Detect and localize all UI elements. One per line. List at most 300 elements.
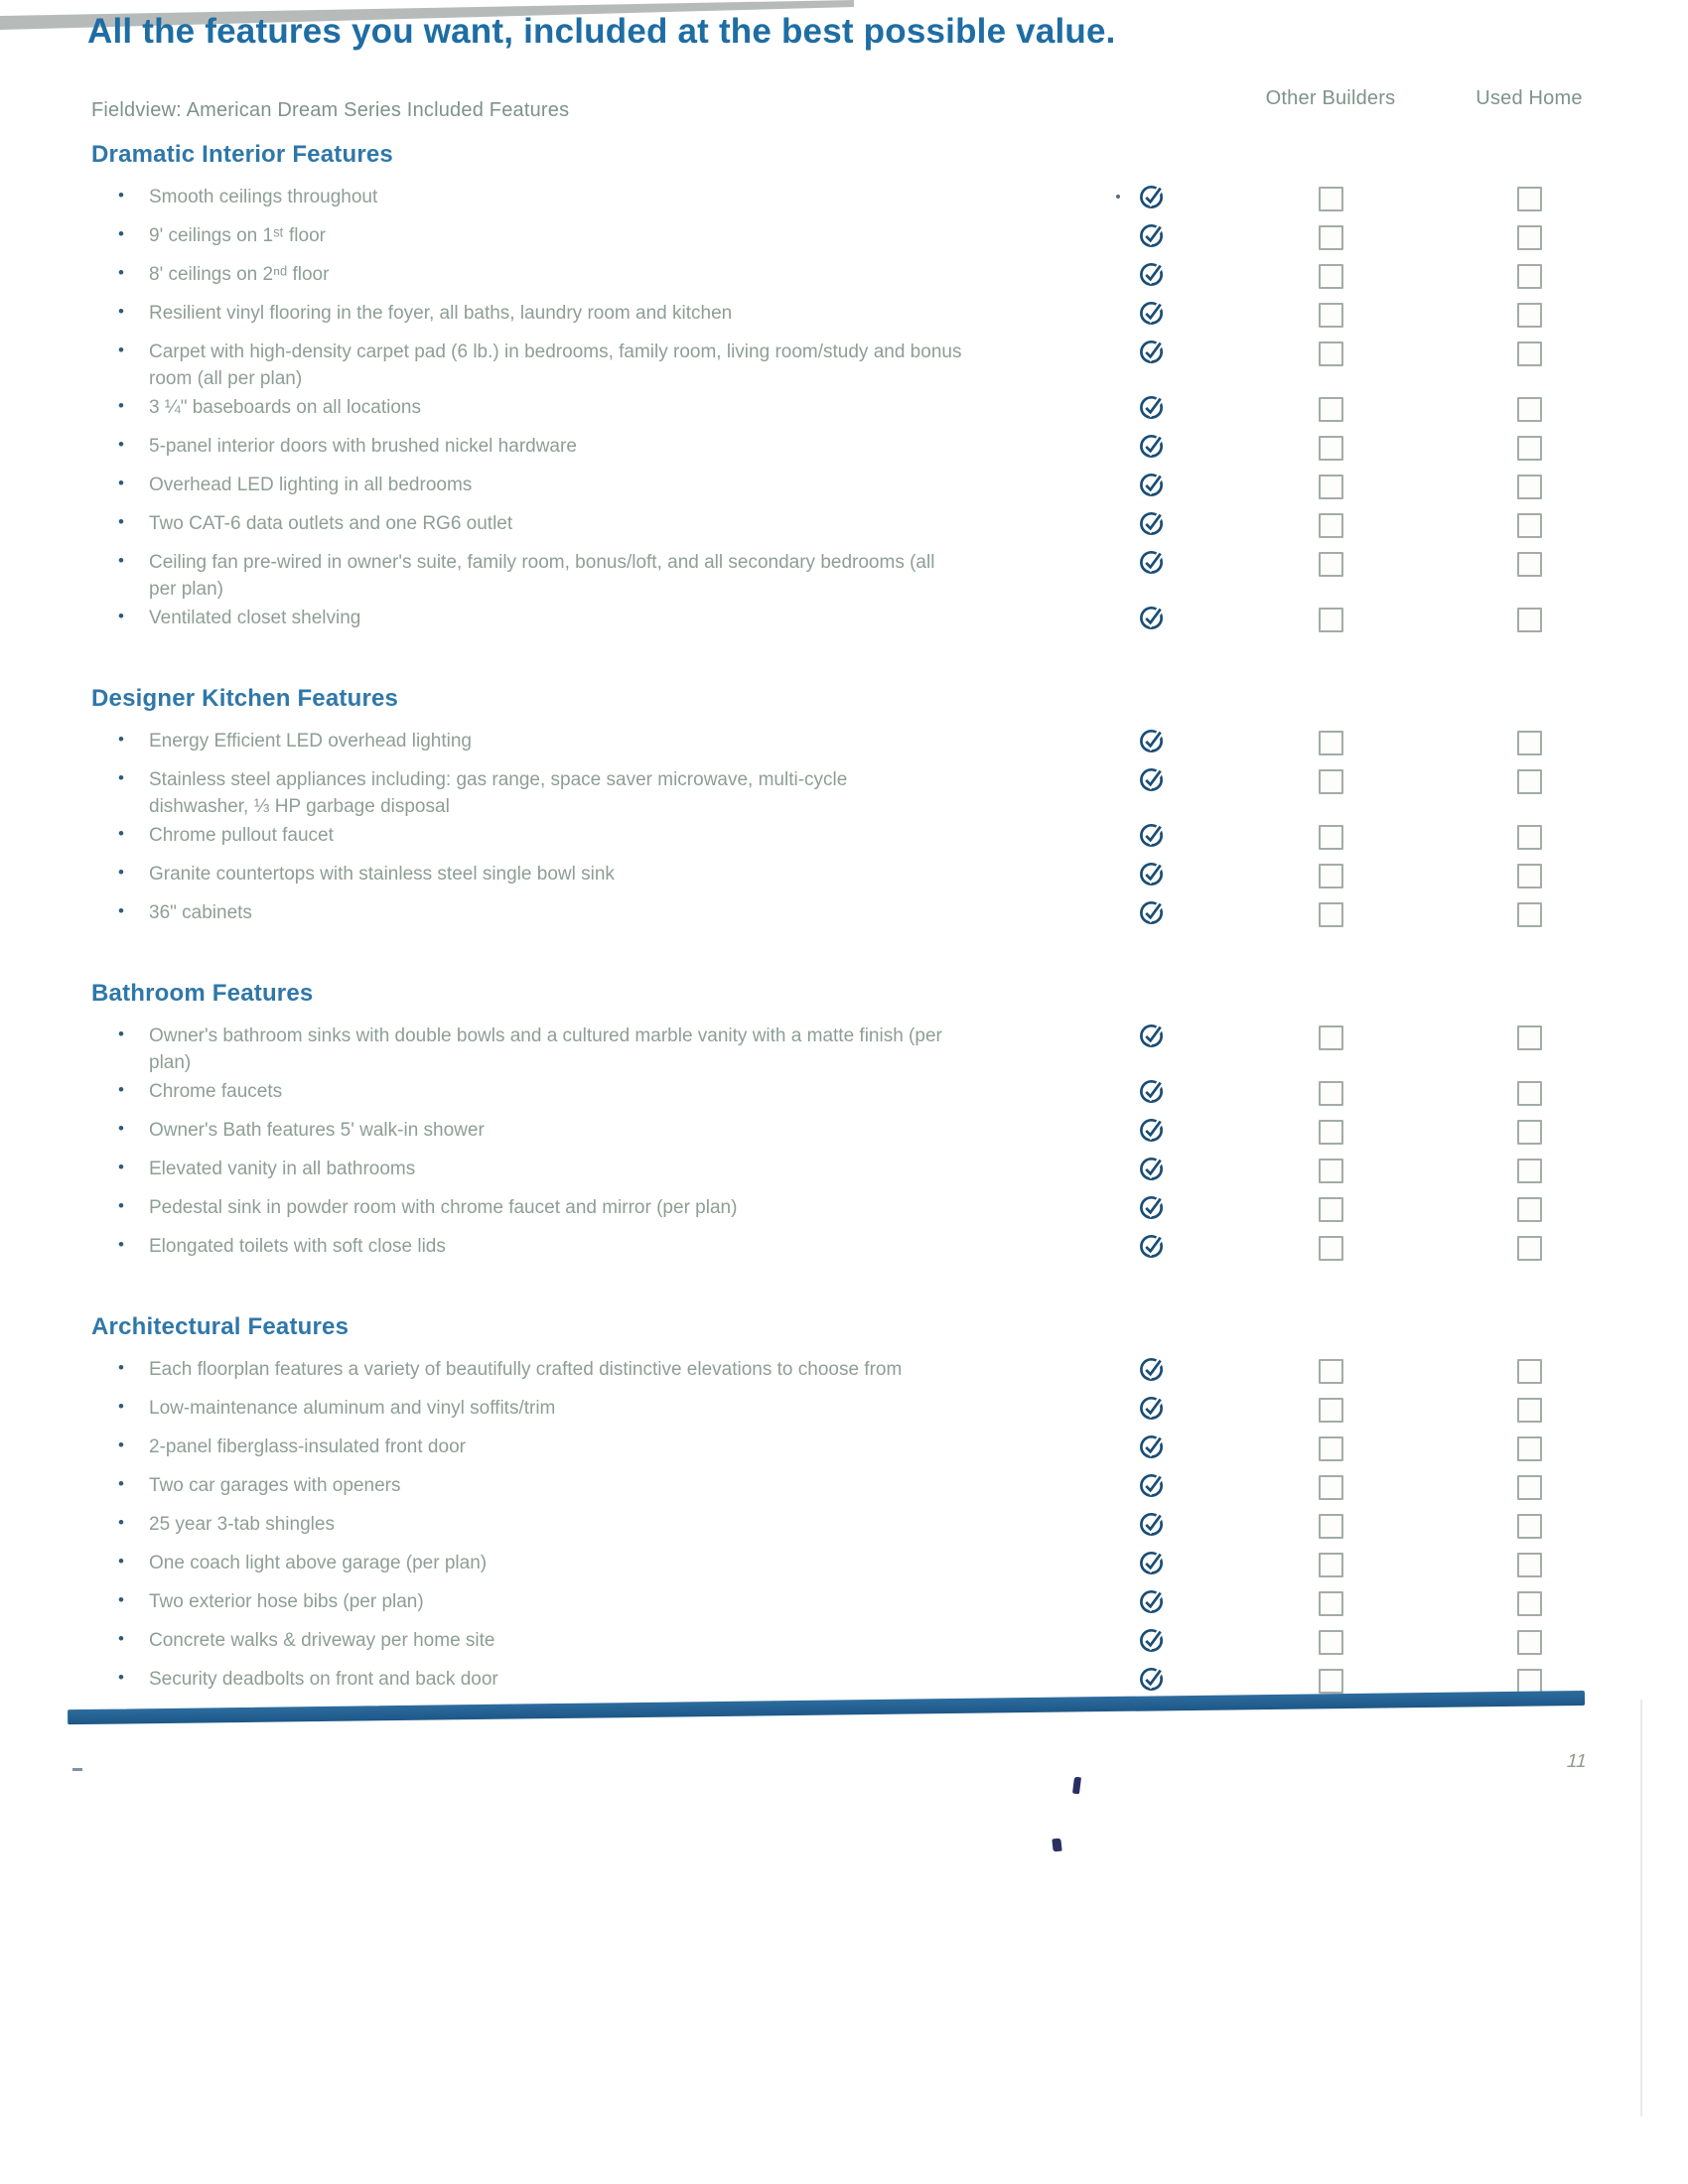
check-circle-icon [1138,1192,1167,1221]
bullet-icon: • [118,1435,124,1454]
bullet-icon: • [118,863,124,882]
empty-checkbox [1517,1081,1542,1106]
empty-checkbox [1319,1236,1343,1261]
feature-row [74,1393,1648,1432]
used-home-mark-cell [1430,1233,1628,1261]
used-home-mark-cell [1430,1023,1628,1050]
feature-text: 3 ¼" baseboards on all locations [149,397,421,418]
bullet-icon: • [118,901,124,920]
bullet-icon: • [118,1158,124,1176]
bullet-icon: • [118,1668,124,1687]
feature-row [74,1625,1648,1664]
feature-row [74,897,1648,936]
feature-section [74,141,1648,641]
other-builders-mark-cell [1231,1433,1430,1461]
other-builders-mark-cell [1231,1472,1430,1500]
feature-text-cell [74,1078,1072,1105]
feature-text-cell [74,1194,1072,1221]
feature-text-cell [74,549,1072,603]
feature-text: Resilient vinyl flooring in the foyer, all baths, laundry room and kitchen [149,303,733,324]
fieldview-mark-cell [1072,822,1231,849]
used-home-mark-cell [1430,300,1628,328]
other-builders-mark-cell [1231,766,1430,794]
used-home-mark-cell [1430,822,1628,850]
empty-checkbox [1517,825,1542,850]
feature-text-cell [74,510,1072,537]
feature-text-cell [74,472,1072,498]
feature-row [74,1115,1648,1154]
empty-checkbox [1517,1436,1542,1461]
bullet-icon: • [118,768,124,787]
bullet-icon: • [118,1080,124,1099]
empty-checkbox [1517,552,1542,577]
feature-row [74,470,1648,508]
bullet-icon: • [118,224,124,243]
feature-text-cell [74,1233,1072,1260]
empty-checkbox [1517,1475,1542,1500]
other-builders-mark-cell [1231,1666,1430,1694]
bullet-icon: • [118,302,124,321]
empty-checkbox [1517,1514,1542,1539]
bullet-icon: • [118,186,124,205]
empty-checkbox [1517,864,1542,888]
empty-checkbox [1517,1197,1542,1222]
used-home-mark-cell [1430,1666,1628,1694]
other-builders-mark-cell [1231,861,1430,888]
bullet-icon: • [118,474,124,492]
empty-checkbox [1517,303,1542,328]
feature-text: Stainless steel appliances including: gas range, space saver microwave, multi-cycle dishwasher, ⅓ HP garbage disposal [149,769,848,817]
feature-text: Elevated vanity in all bathrooms [149,1159,416,1179]
bullet-icon: • [118,607,124,625]
empty-checkbox [1517,1025,1542,1050]
empty-checkbox [1319,902,1343,927]
empty-checkbox [1319,769,1343,794]
feature-row [74,1470,1648,1509]
fieldview-mark-cell [1072,605,1231,631]
fieldview-mark-cell [1072,510,1231,537]
bullet-icon: • [118,1196,124,1215]
feature-text: Ceiling fan pre-wired in owner's suite, family room, bonus/loft, and all secondary bedrooms (all per plan) [149,552,935,600]
other-builders-mark-cell [1231,1233,1430,1261]
empty-checkbox [1517,769,1542,794]
used-home-mark-cell [1430,184,1628,211]
other-builders-mark-cell [1231,1117,1430,1145]
bullet-icon: • [118,1629,124,1648]
other-builders-mark-cell [1231,339,1430,366]
feature-row [74,1354,1648,1393]
fieldview-mark-cell [1072,1194,1231,1221]
empty-checkbox [1319,1630,1343,1655]
feature-row [74,1432,1648,1470]
check-circle-icon [1138,1154,1167,1182]
fieldview-mark-cell [1072,222,1231,249]
used-home-mark-cell [1430,1117,1628,1145]
bullet-icon: • [118,1397,124,1416]
empty-checkbox [1319,1159,1343,1183]
feature-text: Granite countertops with stainless steel single bowl sink [149,864,615,885]
used-home-mark-cell [1430,766,1628,794]
feature-text: Chrome faucets [149,1081,283,1102]
feature-row [74,1509,1648,1548]
section-heading: Designer Kitchen Features [91,685,399,712]
feature-text: 9' ceilings on 1ˢᵗ floor [149,225,326,246]
empty-checkbox [1517,608,1542,632]
other-builders-mark-cell [1231,261,1430,289]
check-circle-icon [1138,820,1167,849]
feature-text-cell [74,605,1072,631]
check-circle-icon [1138,1115,1167,1144]
bullet-icon: • [118,435,124,454]
bullet-icon: • [118,1358,124,1377]
feature-text-cell [74,861,1072,887]
used-home-mark-cell [1430,1395,1628,1423]
fieldview-mark-cell [1072,1078,1231,1105]
feature-text: Owner's Bath features 5' walk-in shower [149,1120,485,1141]
check-circle-icon [1138,392,1167,421]
check-circle-icon [1138,764,1167,793]
feature-text-cell [74,728,1072,754]
fieldview-mark-cell [1072,1117,1231,1144]
empty-checkbox [1319,513,1343,538]
other-builders-mark-cell [1231,899,1430,927]
empty-checkbox [1319,552,1343,577]
check-circle-icon [1138,1231,1167,1260]
used-home-mark-cell [1430,1156,1628,1183]
other-builders-mark-cell [1231,1395,1430,1423]
section-rows [74,1021,1648,1270]
check-circle-icon [1138,182,1167,210]
empty-checkbox [1319,1197,1343,1222]
feature-row [74,337,1648,392]
bullet-icon: • [118,1235,124,1254]
empty-checkbox [1319,225,1343,250]
fieldview-mark-cell [1072,1233,1231,1260]
bullet-icon: • [118,1024,124,1043]
table-header-features: Fieldview: American Dream Series Included Features [91,99,570,121]
check-circle-icon [1138,1509,1167,1538]
feature-section [74,980,1648,1270]
other-builders-mark-cell [1231,1550,1430,1577]
used-home-mark-cell [1430,1194,1628,1222]
other-builders-mark-cell [1231,510,1430,538]
feature-row [74,298,1648,337]
check-circle-icon [1138,1021,1167,1049]
fieldview-mark-cell [1072,1433,1231,1460]
feature-text-cell [74,1550,1072,1576]
feature-row [74,820,1648,859]
column-header-other-builders: Other Builders [1265,87,1396,109]
bullet-icon: • [118,1119,124,1138]
page-title: All the features you want, included at the best possible value. [87,12,1116,51]
other-builders-mark-cell [1231,1194,1430,1222]
empty-checkbox [1319,1553,1343,1577]
section-heading: Bathroom Features [91,980,314,1007]
other-builders-mark-cell [1231,1627,1430,1655]
fieldview-mark-cell [1072,1666,1231,1693]
other-builders-mark-cell [1231,1078,1430,1106]
feature-row [74,1231,1648,1270]
other-builders-mark-cell [1231,394,1430,422]
section-heading: Architectural Features [91,1313,350,1340]
feature-text-cell [74,1433,1072,1460]
section-rows [74,726,1648,936]
feature-row [74,508,1648,547]
check-circle-icon [1138,1664,1167,1693]
used-home-mark-cell [1430,1588,1628,1616]
page-number-mark: 11 [1564,1751,1590,1772]
empty-checkbox [1319,1475,1343,1500]
check-circle-icon [1138,726,1167,754]
fieldview-mark-cell [1072,728,1231,754]
used-home-mark-cell [1430,899,1628,927]
fieldview-mark-cell [1072,261,1231,288]
fieldview-mark-cell [1072,549,1231,576]
bullet-icon: • [118,551,124,570]
check-circle-icon [1138,1586,1167,1615]
empty-checkbox [1319,1025,1343,1050]
empty-checkbox [1517,902,1542,927]
other-builders-mark-cell [1231,1356,1430,1384]
used-home-mark-cell [1430,861,1628,888]
check-circle-icon [1138,431,1167,460]
empty-checkbox [1319,1436,1343,1461]
bullet-icon: • [118,824,124,843]
bullet-icon: • [118,341,124,359]
empty-checkbox [1517,1630,1542,1655]
other-builders-mark-cell [1231,549,1430,577]
fieldview-mark-cell [1072,766,1231,793]
empty-checkbox [1517,1120,1542,1145]
ink-blot-artifact [1072,1777,1081,1795]
fieldview-mark-cell [1072,184,1231,210]
empty-checkbox [1319,264,1343,289]
fieldview-mark-cell [1072,1356,1231,1383]
column-header-used-home: Used Home [1476,87,1583,109]
feature-text: Smooth ceilings throughout [149,187,378,207]
used-home-mark-cell [1430,510,1628,538]
empty-checkbox [1517,397,1542,422]
fieldview-mark-cell [1072,1511,1231,1538]
other-builders-mark-cell [1231,1023,1430,1050]
bullet-icon: • [118,512,124,531]
feature-text: Carpet with high-density carpet pad (6 lb.) in bedrooms, family room, living room/study and bonus room (all per plan) [149,341,962,389]
check-circle-icon [1138,1470,1167,1499]
feature-text-cell [74,1666,1072,1693]
empty-checkbox [1517,1591,1542,1616]
feature-text-cell [74,1472,1072,1499]
feature-text: Energy Efficient LED overhead lighting [149,731,472,751]
other-builders-mark-cell [1231,184,1430,211]
used-home-mark-cell [1430,605,1628,632]
feature-text: Ventilated closet shelving [149,608,361,628]
fieldview-mark-cell [1072,1588,1231,1615]
empty-checkbox [1319,1120,1343,1145]
check-circle-icon [1138,1625,1167,1654]
empty-checkbox [1319,1398,1343,1423]
fieldview-mark-cell [1072,472,1231,498]
feature-text-cell [74,1588,1072,1615]
feature-text: Each floorplan features a variety of beautifully crafted distinctive elevations to choose from [149,1359,903,1380]
check-circle-icon [1138,547,1167,576]
other-builders-mark-cell [1231,1511,1430,1539]
other-builders-mark-cell [1231,1588,1430,1616]
empty-checkbox [1319,187,1343,211]
feature-row [74,220,1648,259]
feature-section [74,685,1648,936]
feature-text: 2-panel fiberglass-insulated front door [149,1436,466,1457]
section-heading: Dramatic Interior Features [91,141,393,168]
feature-row [74,603,1648,641]
fieldview-mark-cell [1072,1472,1231,1499]
feature-text: Chrome pullout faucet [149,825,334,846]
bullet-icon: • [118,1590,124,1609]
section-rows [74,1354,1648,1703]
check-circle-icon [1138,859,1167,887]
fieldview-mark-cell [1072,1627,1231,1654]
bullet-icon: • [118,730,124,749]
feature-row [74,1076,1648,1115]
used-home-mark-cell [1430,433,1628,461]
other-builders-mark-cell [1231,605,1430,632]
feature-text: Pedestal sink in powder room with chrome faucet and mirror (per plan) [149,1197,738,1218]
feature-row [74,1548,1648,1586]
empty-checkbox [1517,341,1542,366]
check-circle-icon [1138,1432,1167,1460]
empty-checkbox [1319,1514,1343,1539]
empty-checkbox [1517,1359,1542,1384]
empty-checkbox [1319,341,1343,366]
bullet-icon: • [118,263,124,282]
check-circle-icon [1138,470,1167,498]
other-builders-mark-cell [1231,728,1430,755]
check-circle-icon [1138,298,1167,327]
empty-checkbox [1517,731,1542,755]
other-builders-mark-cell [1231,300,1430,328]
empty-checkbox [1319,397,1343,422]
feature-text-cell [74,1395,1072,1422]
other-builders-mark-cell [1231,472,1430,499]
feature-text-cell [74,433,1072,460]
fieldview-mark-cell [1072,300,1231,327]
bullet-icon: • [118,396,124,415]
scan-dot-artifact [1116,195,1120,199]
scan-dash-artifact [72,1768,82,1771]
used-home-mark-cell [1430,728,1628,755]
empty-checkbox [1319,825,1343,850]
used-home-mark-cell [1430,1627,1628,1655]
feature-text-cell [74,261,1072,288]
feature-text-cell [74,822,1072,849]
empty-checkbox [1319,1669,1343,1694]
empty-checkbox [1517,1553,1542,1577]
feature-text: Two exterior hose bibs (per plan) [149,1591,424,1612]
used-home-mark-cell [1430,549,1628,577]
feature-row [74,1154,1648,1192]
empty-checkbox [1319,303,1343,328]
empty-checkbox [1319,1359,1343,1384]
bullet-icon: • [118,1552,124,1570]
feature-row [74,859,1648,897]
other-builders-mark-cell [1231,822,1430,850]
feature-row [74,431,1648,470]
bullet-icon: • [118,1513,124,1532]
empty-checkbox [1319,1081,1343,1106]
fieldview-mark-cell [1072,339,1231,365]
empty-checkbox [1319,475,1343,499]
check-circle-icon [1138,603,1167,631]
empty-checkbox [1517,187,1542,211]
feature-row [74,259,1648,298]
other-builders-mark-cell [1231,433,1430,461]
used-home-mark-cell [1430,472,1628,499]
feature-text: One coach light above garage (per plan) [149,1553,488,1573]
other-builders-mark-cell [1231,1156,1430,1183]
feature-text: 5-panel interior doors with brushed nickel hardware [149,436,577,457]
fieldview-mark-cell [1072,899,1231,926]
feature-text-cell [74,1156,1072,1182]
empty-checkbox [1319,436,1343,461]
feature-row [74,1192,1648,1231]
check-circle-icon [1138,337,1167,365]
feature-row [74,1586,1648,1625]
empty-checkbox [1319,1591,1343,1616]
feature-row [74,726,1648,764]
feature-row [74,182,1648,220]
feature-text: Security deadbolts on front and back door [149,1669,498,1690]
feature-row [74,392,1648,431]
feature-text-cell [74,394,1072,421]
check-circle-icon [1138,1393,1167,1422]
used-home-mark-cell [1430,222,1628,250]
feature-text-cell [74,222,1072,249]
empty-checkbox [1517,1669,1542,1694]
feature-text-cell [74,1627,1072,1654]
empty-checkbox [1517,1159,1542,1183]
used-home-mark-cell [1430,1078,1628,1106]
feature-text: 25 year 3-tab shingles [149,1514,335,1535]
check-circle-icon [1138,1076,1167,1105]
feature-text: 36" cabinets [149,902,252,923]
feature-text: Concrete walks & driveway per home site [149,1630,495,1651]
fieldview-mark-cell [1072,394,1231,421]
used-home-mark-cell [1430,394,1628,422]
feature-text: Elongated toilets with soft close lids [149,1236,446,1257]
fieldview-mark-cell [1072,1156,1231,1182]
feature-text-cell [74,1117,1072,1144]
empty-checkbox [1517,513,1542,538]
used-home-mark-cell [1430,1550,1628,1577]
bullet-icon: • [118,1474,124,1493]
feature-text-cell [74,184,1072,210]
empty-checkbox [1517,1236,1542,1261]
section-rows [74,182,1648,641]
feature-text: Low-maintenance aluminum and vinyl soffits/trim [149,1398,556,1419]
check-circle-icon [1138,1354,1167,1383]
other-builders-mark-cell [1231,222,1430,250]
features-table [74,141,1648,1746]
feature-text-cell [74,1023,1072,1076]
feature-text: Two CAT-6 data outlets and one RG6 outlet [149,513,513,534]
empty-checkbox [1517,475,1542,499]
used-home-mark-cell [1430,1472,1628,1500]
empty-checkbox [1319,864,1343,888]
used-home-mark-cell [1430,1433,1628,1461]
fieldview-mark-cell [1072,1550,1231,1576]
used-home-mark-cell [1430,1511,1628,1539]
ink-blot-artifact [1052,1839,1061,1852]
feature-text: Two car garages with openers [149,1475,401,1496]
